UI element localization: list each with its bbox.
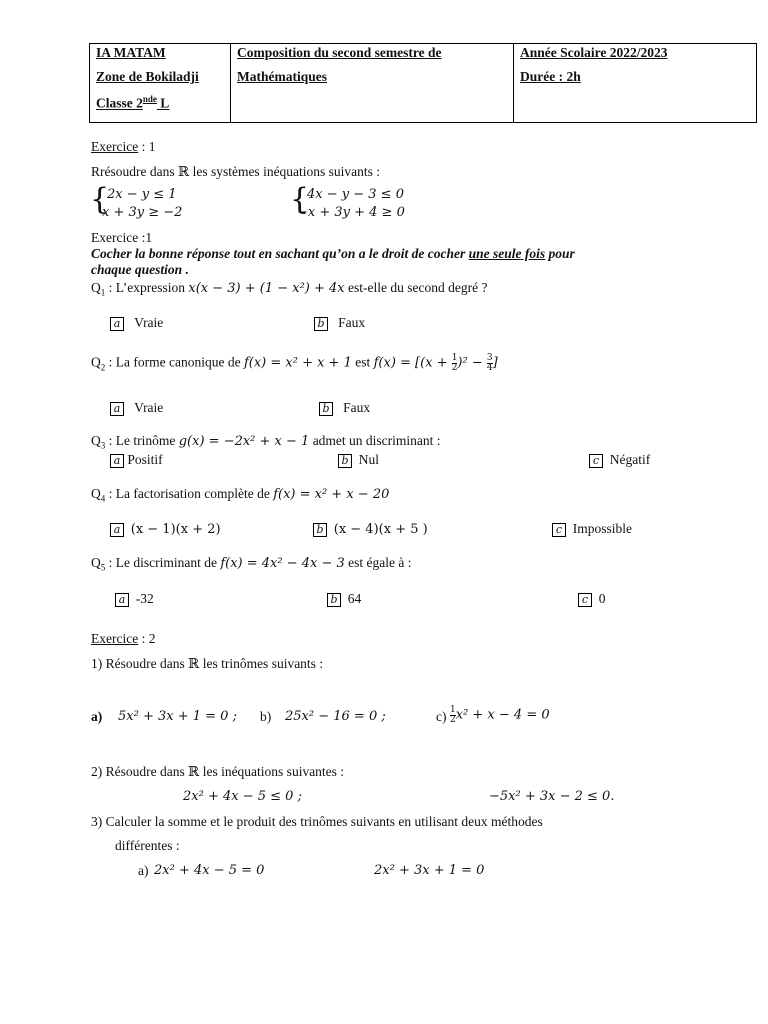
q1-option-b[interactable]: b Faux	[314, 315, 365, 331]
class-label: Classe 2nde L	[96, 94, 170, 111]
ex1a-instruction: Rrésoudre dans ℝ les systèmes inéquations suivants :	[91, 164, 381, 179]
ex1b-instruction-end: chaque question .	[91, 262, 189, 277]
ex2-part3b: 2x² + 3x + 1 = 0	[374, 863, 485, 878]
school-name: IA MATAM	[96, 45, 166, 60]
ex2-part2a: 2x² + 4x − 5 ≤ 0 ;	[183, 789, 302, 804]
q1-text: $Q_1$ : L’expression x(x − 3) + (1 − x²) + 4x est-elle du second degré ?	[91, 280, 488, 298]
q5-text: $Q_5$ : Le discriminant de f(x) = 4x² − 4x − 3 est égale à :	[91, 555, 412, 573]
ex2-part1b-label: b)	[260, 709, 272, 724]
system2-brace: {	[290, 182, 310, 217]
ex2-title: Exercice : 2	[91, 631, 156, 646]
ex2-part1c-label: c)	[436, 709, 447, 724]
checkbox[interactable]: b	[319, 402, 333, 416]
q3-option-c[interactable]: c Négatif	[589, 452, 650, 468]
checkbox[interactable]: a	[110, 523, 124, 537]
checkbox[interactable]: b	[338, 454, 352, 468]
checkbox[interactable]: a	[110, 454, 124, 468]
exam-title: Composition du second semestre de	[237, 45, 442, 60]
checkbox[interactable]: a	[110, 317, 124, 331]
q3-option-a[interactable]: a Positif	[110, 452, 163, 468]
checkbox[interactable]: c	[552, 523, 566, 537]
system1-line1: 2x − y ≤ 1	[107, 187, 177, 202]
q2-option-a[interactable]: a Vraie	[110, 400, 163, 416]
ex2-part3-cont: différentes :	[115, 838, 180, 853]
ex1b-instruction: Cocher la bonne réponse tout en sachant qu’on a le droit de cocher une seule fois pour	[91, 246, 575, 261]
header-cell-title	[231, 44, 514, 122]
checkbox[interactable]: a	[110, 402, 124, 416]
q3-option-b[interactable]: b Nul	[338, 452, 379, 468]
checkbox[interactable]: c	[589, 454, 603, 468]
ex2-part1a-label: a)	[91, 709, 103, 724]
ex1b-title: Exercice :1	[91, 230, 153, 245]
school-zone: Zone de Bokiladji	[96, 69, 199, 84]
system2-line2: −x + 3y + 4 ≥ 0	[297, 205, 405, 220]
checkbox[interactable]: b	[314, 317, 328, 331]
ex2-part3a: 2x² + 4x − 5 = 0	[154, 863, 265, 878]
ex2-part3: 3) Calculer la somme et le produit des trinômes suivants en utilisant deux méthodes	[91, 814, 543, 829]
q5-option-c[interactable]: c 0	[578, 591, 606, 607]
ex2-part1: 1) Résoudre dans ℝ les trinômes suivants :	[91, 656, 324, 671]
q2-option-b[interactable]: b Faux	[319, 400, 370, 416]
ex2-part1b: 25x² − 16 = 0 ;	[285, 709, 386, 724]
q5-option-b[interactable]: b 64	[327, 591, 361, 607]
ex2-part2: 2) Résoudre dans ℝ les inéquations suivantes :	[91, 764, 345, 779]
ex2-part3a-label: a)	[138, 863, 149, 878]
q5-option-a[interactable]: a -32	[115, 591, 154, 607]
q1-option-a[interactable]: a Vraie	[110, 315, 163, 331]
checkbox[interactable]: b	[327, 593, 341, 607]
q3-text: $Q_3$ : Le trinôme g(x) = −2x² + x − 1 admet un discriminant :	[91, 433, 441, 451]
q4-option-b[interactable]: b (x − 4)(x + 5 )	[313, 521, 428, 537]
q4-text: $Q_4$ : La factorisation complète de f(x) = x² + x − 20	[91, 486, 390, 504]
checkbox[interactable]: a	[115, 593, 129, 607]
ex2-part1c: $\frac{1}{2}$ x² + x − 4 = 0	[450, 705, 550, 725]
checkbox[interactable]: c	[578, 593, 592, 607]
system1-brace: {	[90, 182, 110, 217]
q4-option-c[interactable]: c Impossible	[552, 521, 632, 537]
checkbox[interactable]: b	[313, 523, 327, 537]
exam-subject: Mathématiques	[237, 69, 327, 84]
ex2-part1a: 5x² + 3x + 1 = 0 ;	[118, 709, 237, 724]
q4-option-a[interactable]: a (x − 1)(x + 2)	[110, 521, 221, 537]
system2-line1: 4x − y − 3 ≤ 0	[307, 187, 404, 202]
q2-text: $Q_2$ : La forme canonique de f(x) = x² + x + 1 est f(x) = [(x + $\frac{1}{2}$ )² − $\frac{3}{4}$ ]	[91, 353, 498, 373]
ex1a-title: Exercice : 1	[91, 139, 156, 154]
school-year: Année Scolaire 2022/2023	[520, 45, 668, 60]
header-table	[89, 43, 757, 123]
header-cell-year	[514, 44, 756, 122]
header-cell-school	[90, 44, 231, 122]
system1-line2: x + 3y ≥ −2	[102, 205, 183, 220]
exam-duration: Durée : 2h	[520, 69, 581, 84]
ex2-part2b: −5x² + 3x − 2 ≤ 0.	[489, 789, 615, 804]
